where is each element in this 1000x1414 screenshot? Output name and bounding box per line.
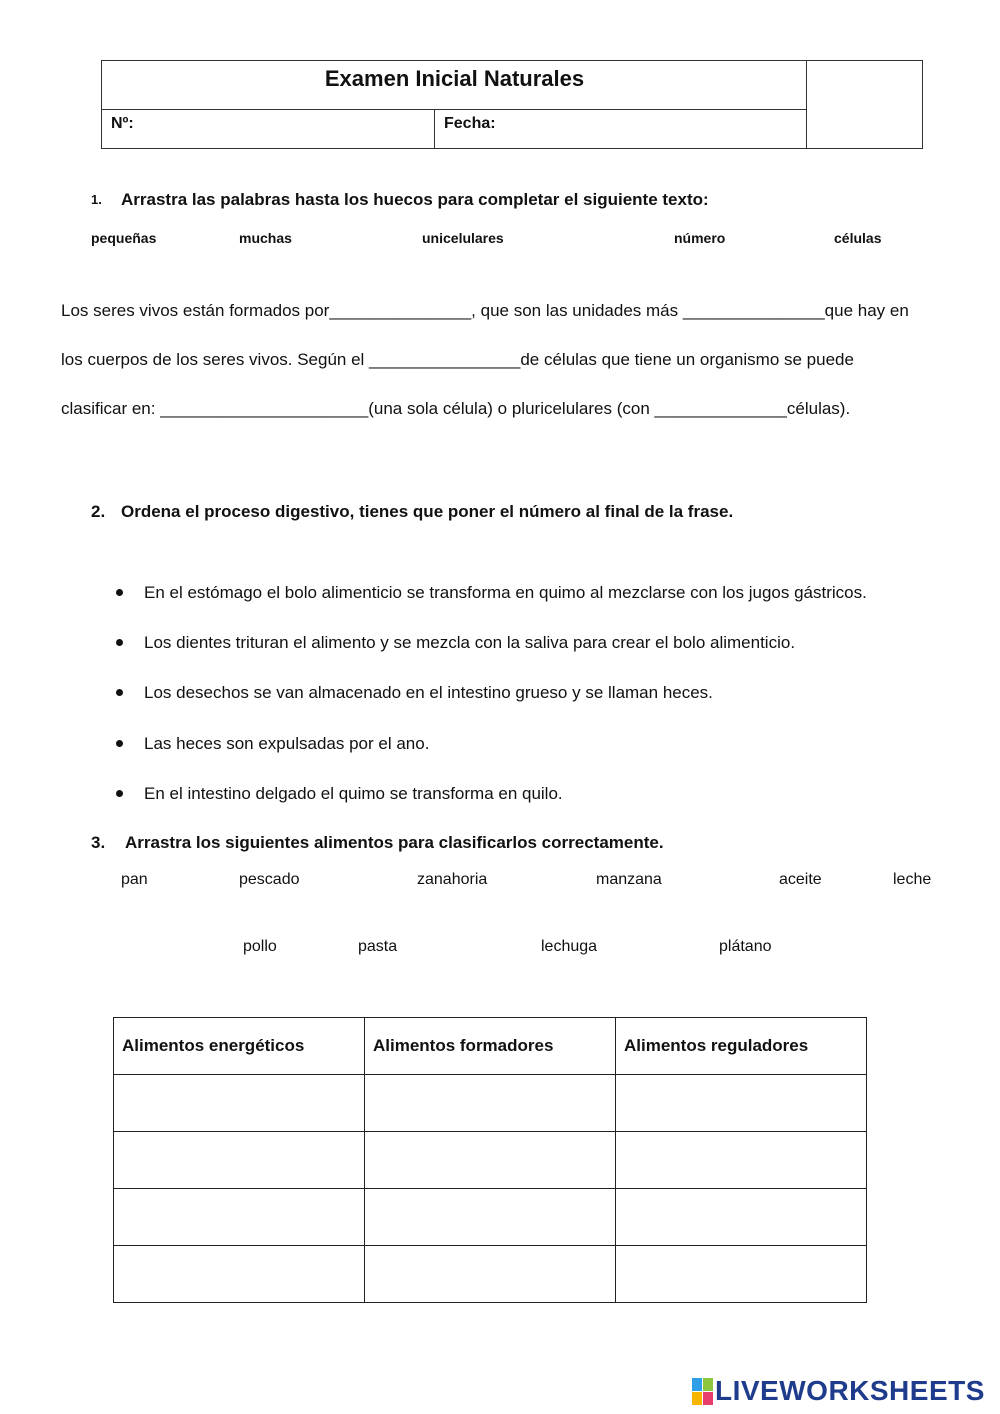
question-1-number: 1.: [91, 192, 102, 207]
liveworksheets-logo: [692, 1376, 985, 1406]
date-label: Fecha:: [444, 115, 496, 132]
drag-food[interactable]: zanahoria: [417, 871, 488, 888]
table-row: [114, 1246, 867, 1303]
drop-cell[interactable]: [114, 1132, 365, 1189]
drop-cell[interactable]: [616, 1132, 867, 1189]
drag-food[interactable]: leche: [893, 871, 932, 888]
question-2-number: 2.: [91, 502, 106, 521]
drag-word[interactable]: pequeñas: [91, 230, 157, 246]
logo-square: [703, 1392, 713, 1405]
drag-word[interactable]: número: [674, 230, 726, 246]
list-item: Las heces son expulsadas por el ano.: [144, 734, 430, 753]
drag-food[interactable]: pollo: [243, 938, 277, 955]
question-3-title: Arrastra los siguientes alimentos para clasificarlos correctamente.: [125, 833, 664, 852]
table-row: [114, 1189, 867, 1246]
bullet-icon: [116, 689, 123, 696]
drag-food[interactable]: plátano: [719, 938, 772, 955]
drag-food[interactable]: aceite: [779, 871, 822, 888]
drop-cell[interactable]: [365, 1246, 616, 1303]
fill-text-line: clasificar en: ______________________(una sola célula) o pluricelulares (con ______________células).: [61, 399, 851, 418]
drop-cell[interactable]: [616, 1075, 867, 1132]
list-item: En el intestino delgado el quimo se transforma en quilo.: [144, 784, 563, 803]
bullet-icon: [116, 639, 123, 646]
drop-cell[interactable]: [616, 1189, 867, 1246]
column-header-reguladores: Alimentos reguladores: [616, 1018, 867, 1075]
bullet-icon: [116, 790, 123, 797]
list-item: Los dientes trituran el alimento y se mezcla con la saliva para crear el bolo alimenticio.: [144, 633, 796, 652]
bullet-icon: [116, 740, 123, 747]
list-item: Los desechos se van almacenado en el intestino grueso y se llaman heces.: [144, 683, 713, 702]
drag-food[interactable]: lechuga: [541, 938, 598, 955]
drop-cell[interactable]: [114, 1075, 365, 1132]
drag-food[interactable]: pasta: [358, 938, 398, 955]
fill-text-line: los cuerpos de los seres vivos. Según el ________________de células que tiene un organismo se puede: [61, 350, 854, 369]
drop-cell[interactable]: [365, 1189, 616, 1246]
page-title: Examen Inicial Naturales: [324, 66, 585, 91]
drop-cell[interactable]: [365, 1075, 616, 1132]
fill-text-line: Los seres vivos están formados por_______________, que son las unidades más _______________que hay en: [61, 301, 909, 320]
drop-cell[interactable]: [616, 1246, 867, 1303]
drag-word[interactable]: células: [834, 230, 882, 246]
logo-square: [692, 1392, 702, 1405]
question-3-number: 3.: [91, 833, 106, 852]
list-item: En el estómago el bolo alimenticio se transforma en quimo al mezclarse con los jugos gástricos.: [144, 583, 867, 602]
drop-cell[interactable]: [114, 1246, 365, 1303]
header-divider: [806, 60, 807, 149]
drag-food[interactable]: pan: [121, 871, 148, 888]
drag-word[interactable]: muchas: [239, 230, 292, 246]
question-2-title: Ordena el proceso digestivo, tienes que poner el número al final de la frase.: [121, 502, 734, 521]
classification-table: [113, 1017, 867, 1303]
header-divider: [434, 109, 435, 149]
column-header-energeticos: Alimentos energéticos: [114, 1018, 365, 1075]
logo-square: [703, 1378, 713, 1391]
drop-cell[interactable]: [365, 1132, 616, 1189]
logo-text: LIVEWORKSHEETS: [715, 1375, 985, 1406]
logo-square: [692, 1378, 702, 1391]
table-row: [114, 1132, 867, 1189]
liveworksheets-logo-icon: [692, 1378, 712, 1404]
table-header-row: [114, 1018, 867, 1075]
header-divider: [101, 109, 807, 110]
drop-cell[interactable]: [114, 1189, 365, 1246]
table-row: [114, 1075, 867, 1132]
drag-food[interactable]: manzana: [596, 871, 662, 888]
number-label: Nº:: [111, 115, 134, 132]
drag-word[interactable]: unicelulares: [422, 230, 504, 246]
question-1-title: Arrastra las palabras hasta los huecos para completar el siguiente texto:: [121, 190, 709, 209]
bullet-icon: [116, 589, 123, 596]
column-header-formadores: Alimentos formadores: [365, 1018, 616, 1075]
drag-food[interactable]: pescado: [239, 871, 300, 888]
